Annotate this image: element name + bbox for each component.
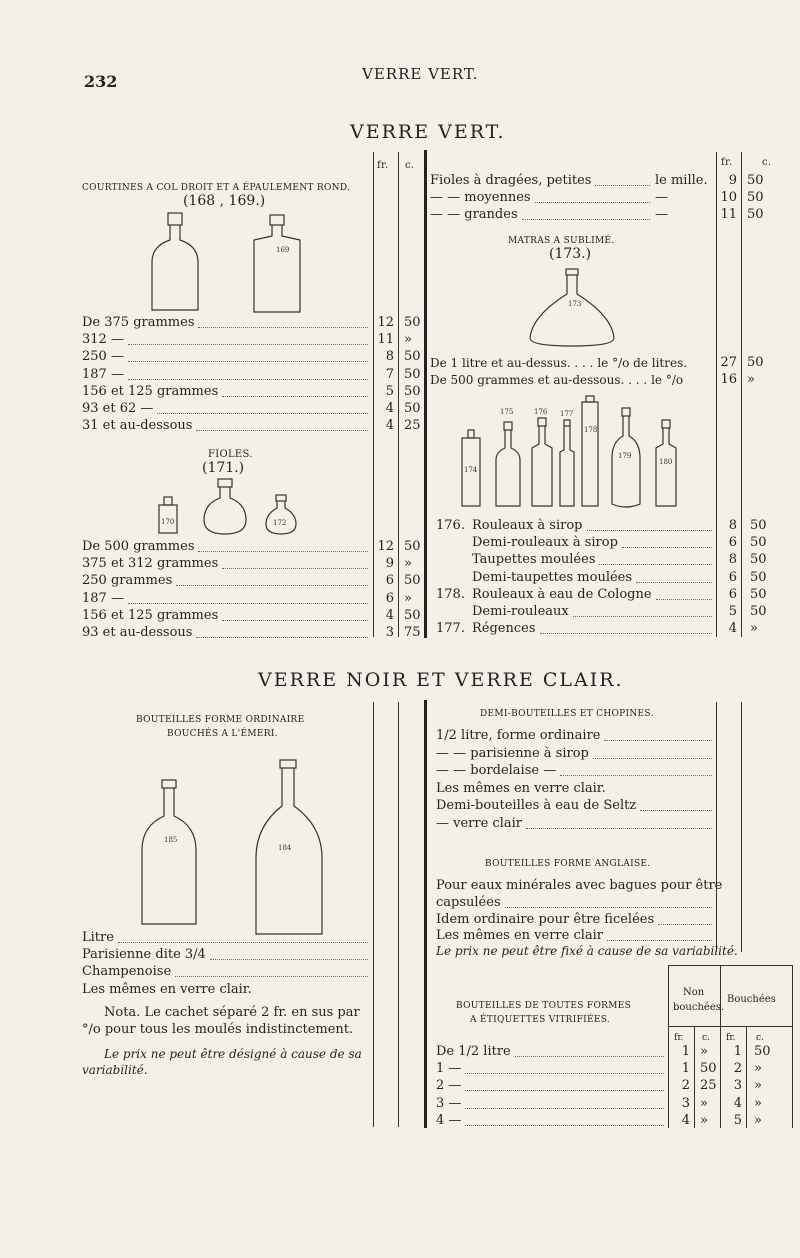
dot-leader (465, 1073, 664, 1074)
price-fr: 11 (720, 207, 737, 222)
price-fr: 4 (728, 621, 737, 637)
list-item: Les mêmes en verre clair (436, 928, 604, 944)
row-label: De 500 grammes et au-dessous. . . . le °/o (430, 373, 684, 387)
anglaise-heading: BOUTEILLES FORME ANGLAISE. (485, 859, 651, 869)
courtines-heading: COURTINES A COL DROIT ET A ÉPAULEMENT ROND. (82, 183, 351, 193)
emeri-heading-2: BOUCHÉS A L'ÉMERI. (167, 729, 278, 739)
svg-text:175: 175 (500, 408, 514, 416)
price-c: » (404, 556, 412, 572)
list-item: — verre clair (436, 815, 522, 831)
bottle-184-icon (244, 758, 334, 938)
price-fr: 10 (720, 190, 737, 205)
row-label: De 375 grammes (82, 315, 195, 330)
price-nb-fr: 2 (681, 1078, 690, 1094)
price-fr: 16 (720, 372, 737, 387)
price-c: » (747, 372, 755, 387)
dot-leader (593, 758, 712, 759)
price-c: 50 (404, 366, 421, 382)
list-item: — — parisienne à sirop (436, 745, 589, 761)
price-b-c: » (754, 1078, 762, 1094)
matras-figs: (173.) (549, 246, 592, 262)
row-label: 156 et 125 grammes (82, 383, 219, 399)
bottle-185-icon (134, 778, 204, 928)
fiole-172-icon (264, 494, 298, 536)
list-item: Litre (82, 930, 114, 945)
dot-leader (560, 775, 712, 776)
dot-leader (640, 810, 712, 811)
etiquettes-sub-c-2: c. (756, 1033, 764, 1043)
dot-leader (604, 740, 712, 741)
row-number: 176. (436, 518, 465, 533)
dot-leader (465, 1090, 664, 1091)
price-fr: 27 (720, 355, 737, 370)
price-c: 75 (404, 625, 421, 640)
row-label: 2 — (436, 1078, 462, 1094)
row-label: Demi-rouleaux à sirop (472, 535, 618, 551)
price-fr: 7 (385, 366, 394, 382)
price-fr: 12 (377, 539, 394, 554)
dot-leader (622, 547, 712, 548)
dot-leader (658, 924, 712, 925)
svg-text:172: 172 (273, 519, 287, 527)
price-b-fr: 4 (733, 1095, 742, 1111)
price-c: » (404, 590, 412, 606)
price-c: 50 (750, 604, 767, 619)
dot-leader (636, 582, 712, 583)
dot-leader (222, 620, 368, 621)
dot-leader (196, 430, 368, 431)
price-c: 50 (747, 190, 764, 205)
price-b-fr: 3 (733, 1078, 742, 1094)
price-b-fr: 1 (733, 1044, 742, 1059)
row-label: 187 — (82, 366, 124, 382)
row-label: — — moyennes (430, 190, 531, 205)
price-c: 50 (750, 552, 767, 568)
svg-text:173: 173 (568, 300, 582, 308)
price-c: 50 (404, 539, 421, 554)
price-fr: 8 (728, 552, 737, 568)
price-fr: 4 (385, 607, 394, 623)
price-fr: 8 (728, 518, 737, 533)
row-label: Taupettes moulées (472, 552, 596, 568)
price-nb-fr: 1 (681, 1044, 690, 1059)
dot-leader (157, 413, 368, 414)
price-c: 50 (750, 518, 767, 533)
price-c: 50 (404, 383, 421, 399)
bottle-168-icon (146, 212, 206, 312)
price-fr: 6 (385, 573, 394, 589)
col-c-left: c. (405, 160, 415, 171)
dot-leader (526, 828, 712, 829)
row-label: De 500 grammes (82, 539, 195, 554)
list-item: Parisienne dite 3/4 (82, 947, 206, 963)
fiole-171-icon (200, 478, 250, 538)
price-fr: 4 (385, 418, 394, 434)
row-label: 3 — (436, 1095, 462, 1111)
price-c: 50 (404, 401, 421, 416)
price-fr: 3 (385, 625, 394, 640)
emeri-heading-1: BOUTEILLES FORME ORDINAIRE (136, 715, 305, 725)
dot-leader (599, 564, 712, 565)
svg-text:174: 174 (464, 466, 478, 474)
svg-text:176: 176 (534, 408, 548, 416)
dot-leader (176, 585, 368, 586)
col-fr-right: fr. (721, 157, 733, 168)
price-fr: 6 (728, 569, 737, 585)
dot-leader (656, 599, 712, 600)
running-title: VERRE VERT. (362, 65, 479, 83)
row-unit: — (655, 190, 668, 205)
price-nb-c: 25 (700, 1078, 717, 1094)
list-item: capsulées (436, 894, 501, 910)
dot-leader (118, 942, 368, 943)
svg-text:185: 185 (164, 836, 178, 844)
price-c: 50 (750, 569, 767, 585)
price-nb-c: » (700, 1112, 708, 1128)
col-fr-left: fr. (377, 160, 389, 171)
list-item: Les mêmes en verre clair. (82, 981, 252, 997)
dot-leader (128, 344, 368, 345)
price-c: 50 (750, 535, 767, 551)
etiquettes-col1-b: bouchées. (673, 1002, 725, 1013)
svg-text:170: 170 (161, 518, 175, 526)
dot-leader (222, 396, 368, 397)
list-item: Les mêmes en verre clair. (436, 780, 606, 796)
price-c: 50 (747, 355, 764, 370)
price-c: 50 (747, 207, 764, 222)
etiquettes-col2: Bouchées (727, 994, 776, 1005)
price-b-fr: 2 (733, 1061, 742, 1077)
dot-leader (198, 327, 368, 328)
price-c: 50 (747, 173, 764, 188)
section2-title: VERRE NOIR ET VERRE CLAIR. (258, 669, 624, 691)
bottle-169-icon (248, 214, 308, 314)
row-label: De 1 litre et au-dessus. . . . le °/o de litres. (430, 356, 688, 370)
price-fr: 12 (377, 315, 394, 330)
demi-heading: DEMI-BOUTEILLES ET CHOPINES. (480, 709, 654, 719)
dot-leader (573, 616, 712, 617)
fioles-figs: (171.) (202, 460, 245, 476)
row-label: 375 et 312 grammes (82, 556, 219, 572)
row-label: Demi-rouleaux (472, 604, 569, 619)
dot-leader (175, 976, 368, 977)
price-c: 50 (404, 315, 421, 330)
emeri-note: Le prix ne peut être désigné à cause de sa variabilité. (82, 1047, 362, 1077)
price-fr: 6 (385, 590, 394, 606)
dot-leader (222, 568, 368, 569)
dot-leader (522, 219, 650, 220)
list-item: — — bordelaise — (436, 763, 557, 778)
price-c: 50 (404, 607, 421, 623)
price-nb-fr: 4 (681, 1112, 690, 1128)
fioles-heading: FIOLES. (208, 449, 253, 460)
etiquettes-heading-1: BOUTEILLES DE TOUTES FORMES (456, 1001, 632, 1011)
price-fr: 6 (728, 586, 737, 602)
list-item: Demi-bouteilles à eau de Seltz (436, 798, 637, 813)
row-label: 31 et au-dessous (82, 418, 193, 434)
row-label: 93 et au-dessous (82, 625, 193, 640)
dot-leader (465, 1108, 664, 1109)
list-item: 1/2 litre, forme ordinaire (436, 728, 601, 743)
row-label: 156 et 125 grammes (82, 607, 219, 623)
price-nb-c: 50 (700, 1061, 717, 1077)
section-title: VERRE VERT. (350, 121, 506, 143)
svg-text:169: 169 (276, 246, 290, 254)
row-label: — — grandes (430, 207, 518, 222)
list-item: Champenoise (82, 964, 172, 980)
emeri-nota: Nota. Le cachet séparé 2 fr. en sus par °/o pour tous les moulés indistinctement. (82, 1005, 360, 1037)
row-label: De 1/2 litre (436, 1044, 511, 1059)
row-label: 93 et 62 — (82, 401, 154, 416)
dot-leader (535, 202, 650, 203)
dot-leader (128, 361, 368, 362)
price-c: » (404, 332, 412, 348)
price-fr: 9 (385, 556, 394, 572)
price-c: » (750, 621, 758, 637)
row-label: Rouleaux à eau de Cologne (472, 586, 652, 602)
price-nb-c: » (700, 1095, 708, 1111)
list-item: Idem ordinaire pour être ficelées (436, 911, 655, 927)
row-number: 178. (436, 586, 465, 602)
price-fr: 6 (728, 535, 737, 551)
col-c-right: c. (762, 157, 772, 168)
row-label: 250 — (82, 349, 124, 365)
dot-leader (210, 959, 368, 960)
row-label: 187 — (82, 590, 124, 606)
price-b-c: 50 (754, 1044, 771, 1059)
dot-leader (465, 1125, 664, 1126)
etiquettes-sub-fr-1: fr. (674, 1033, 684, 1043)
row-label: 4 — (436, 1112, 462, 1128)
dot-leader (595, 185, 650, 186)
etiquettes-sub-c-1: c. (702, 1033, 710, 1043)
dot-leader (128, 379, 368, 380)
row-label: 250 grammes (82, 573, 173, 589)
price-b-c: » (754, 1095, 762, 1111)
row-label: 312 — (82, 332, 124, 348)
dot-leader (515, 1056, 664, 1057)
row-label: Demi-taupettes moulées (472, 569, 633, 585)
fiole-170-icon (156, 496, 180, 536)
dot-leader (540, 633, 712, 634)
price-c: 50 (404, 349, 421, 365)
row-label: Régences (472, 621, 536, 637)
svg-text:177: 177 (560, 410, 574, 418)
price-fr: 9 (728, 173, 737, 188)
etiquettes-heading-2: A ÉTIQUETTES VITRIFIÉES. (470, 1015, 611, 1025)
price-b-c: » (754, 1061, 762, 1077)
dot-leader (587, 530, 713, 531)
rouleaux-illustration (456, 392, 706, 512)
price-b-c: » (754, 1112, 762, 1128)
courtines-figs: (168 , 169.) (183, 193, 266, 209)
row-unit: le mille. (655, 173, 708, 188)
price-fr: 8 (385, 349, 394, 365)
svg-text:184: 184 (278, 844, 292, 852)
dot-leader (196, 637, 368, 638)
price-c: 50 (404, 573, 421, 589)
dot-leader (198, 551, 368, 552)
dot-leader (607, 940, 712, 941)
dot-leader (505, 907, 712, 908)
price-nb-fr: 1 (681, 1061, 690, 1077)
price-fr: 5 (385, 383, 394, 399)
price-fr: 5 (728, 604, 737, 619)
matras-heading: MATRAS A SUBLIMÉ. (508, 236, 615, 246)
etiquettes-sub-fr-2: fr. (726, 1033, 736, 1043)
row-label: 1 — (436, 1061, 462, 1077)
price-fr: 4 (385, 401, 394, 416)
row-number: 177. (436, 621, 465, 637)
page-number: 232 (84, 72, 118, 91)
matras-173-icon (522, 268, 622, 348)
svg-text:178: 178 (584, 426, 598, 434)
price-nb-c: » (700, 1044, 708, 1059)
row-unit: — (655, 207, 668, 222)
row-label: Rouleaux à sirop (472, 518, 583, 533)
list-item: Pour eaux minérales avec bagues pour être (436, 878, 723, 893)
price-c: 25 (404, 418, 421, 434)
price-b-fr: 5 (733, 1112, 742, 1128)
price-fr: 11 (377, 332, 394, 348)
etiquettes-col1-a: Non (683, 987, 705, 998)
svg-text:180: 180 (659, 458, 673, 466)
dot-leader (128, 603, 368, 604)
anglaise-note: Le prix ne peut être fixé à cause de sa variabilité. (436, 944, 738, 958)
row-label: Fioles à dragées, petites (430, 173, 592, 188)
svg-text:179: 179 (618, 452, 632, 460)
price-nb-fr: 3 (681, 1095, 690, 1111)
price-c: 50 (750, 586, 767, 602)
